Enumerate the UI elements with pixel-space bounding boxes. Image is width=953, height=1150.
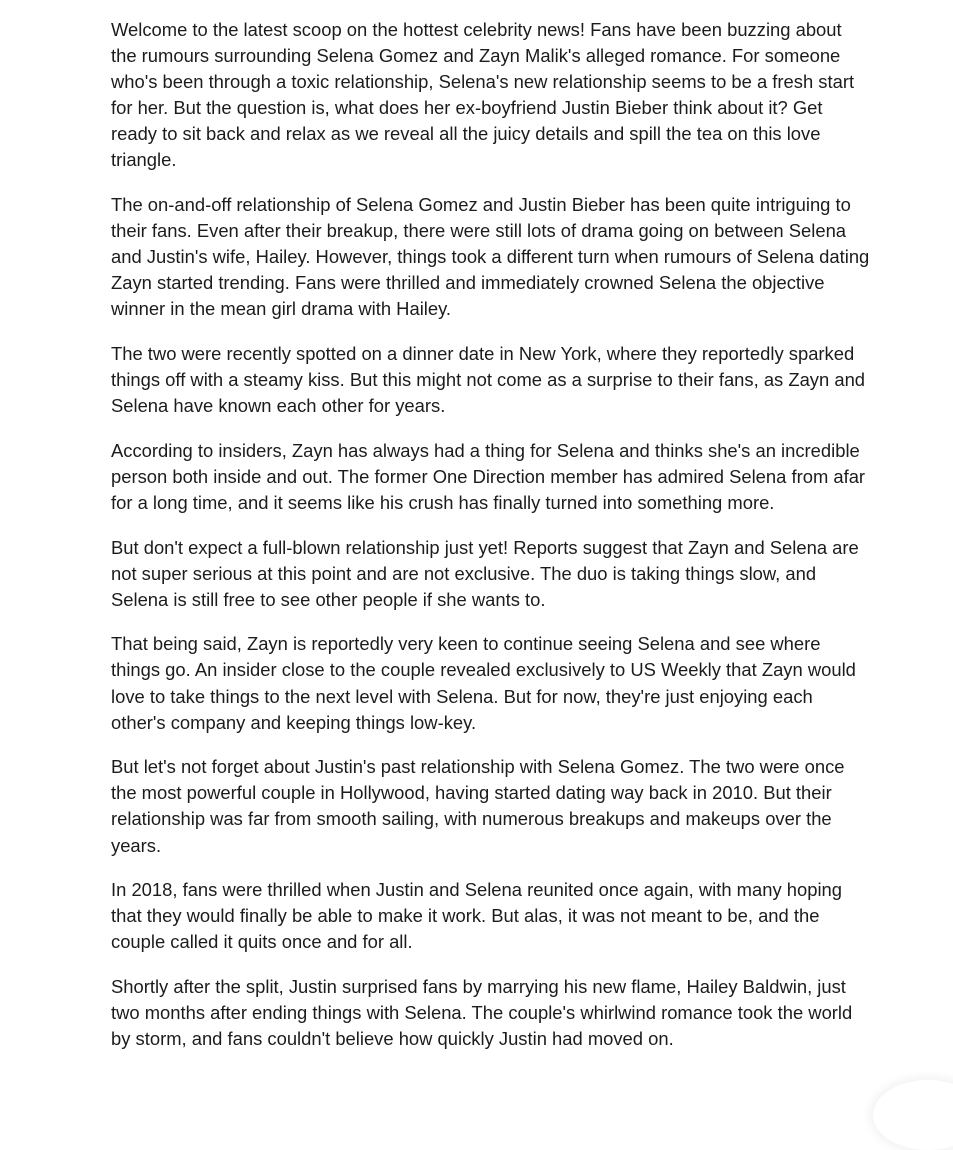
article-paragraph-1: Welcome to the latest scoop on the hottest celebrity news! Fans have been buzzing about the rumours surrounding Selena Gomez and Zayn Malik's alleged romance. For someone who's been through a toxic relationship, Selena's new relationship seems to be a fresh start for her. But the question is, what does her ex-boyfriend Justin Bieber think about it? Get ready to sit back and relax as we reveal all the juicy details and spill the tea on this love triangle.: [111, 19, 855, 171]
article-paragraph-3: The two were recently spotted on a dinner date in New York, where they reportedly sparked things off with a steamy kiss. But this might not come as a surprise to their fans, as Zayn and Selena have known each other for years.: [111, 343, 866, 417]
article-paragraph-4: According to insiders, Zayn has always had a thing for Selena and thinks she's an incredible person both inside and out. The former One Direction member has admired Selena from afar for a long time, and it seems like his crush has finally turned into something more.: [111, 439, 866, 513]
article-body: [111, 17, 871, 1071]
article-paragraph-9: Shortly after the split, Justin surprised fans by marrying his new flame, Hailey Baldwin, just two months after ending things with Selena. The couple's whirlwind romance took the world by storm, and fans couldn't believe how quickly Justin had moved on.: [111, 975, 853, 1050]
article-paragraph-7: But let's not forget about Justin's past relationship with Selena Gomez. The two were once the most powerful couple in Hollywood, having started dating way back in 2010. But their relationship was far from smooth sailing, with numerous breakups and makeups over the years.: [111, 756, 845, 856]
article-paragraph-8: In 2018, fans were thrilled when Justin and Selena reunited once again, with many hoping that they would finally be able to make it work. But alas, it was not meant to be, and the couple called it quits once and for all.: [111, 879, 842, 953]
article-paragraph-6: That being said, Zayn is reportedly very keen to continue seeing Selena and see where things go. An insider close to the couple revealed exclusively to US Weekly that Zayn would love to take things to the next level with Selena. But for now, they're just enjoying each other's company and keeping things low-key.: [111, 633, 856, 733]
article-paragraph-5: But don't expect a full-blown relationship just yet! Reports suggest that Zayn and Selena are not super serious at this point and are not exclusive. The duo is taking things slow, and Selena is still free to see other people if she wants to.: [111, 536, 859, 610]
corner-shadow-decoration: [873, 1080, 953, 1150]
article-paragraph-2: The on-and-off relationship of Selena Gomez and Justin Bieber has been quite intriguing to their fans. Even after their breakup, there were still lots of drama going on between Selena and Justin's wife, Hailey. However, things took a different turn when rumours of Selena dating Zayn started trending. Fans were thrilled and immediately crowned Selena the objective winner in the mean girl drama with Hailey.: [111, 194, 870, 320]
